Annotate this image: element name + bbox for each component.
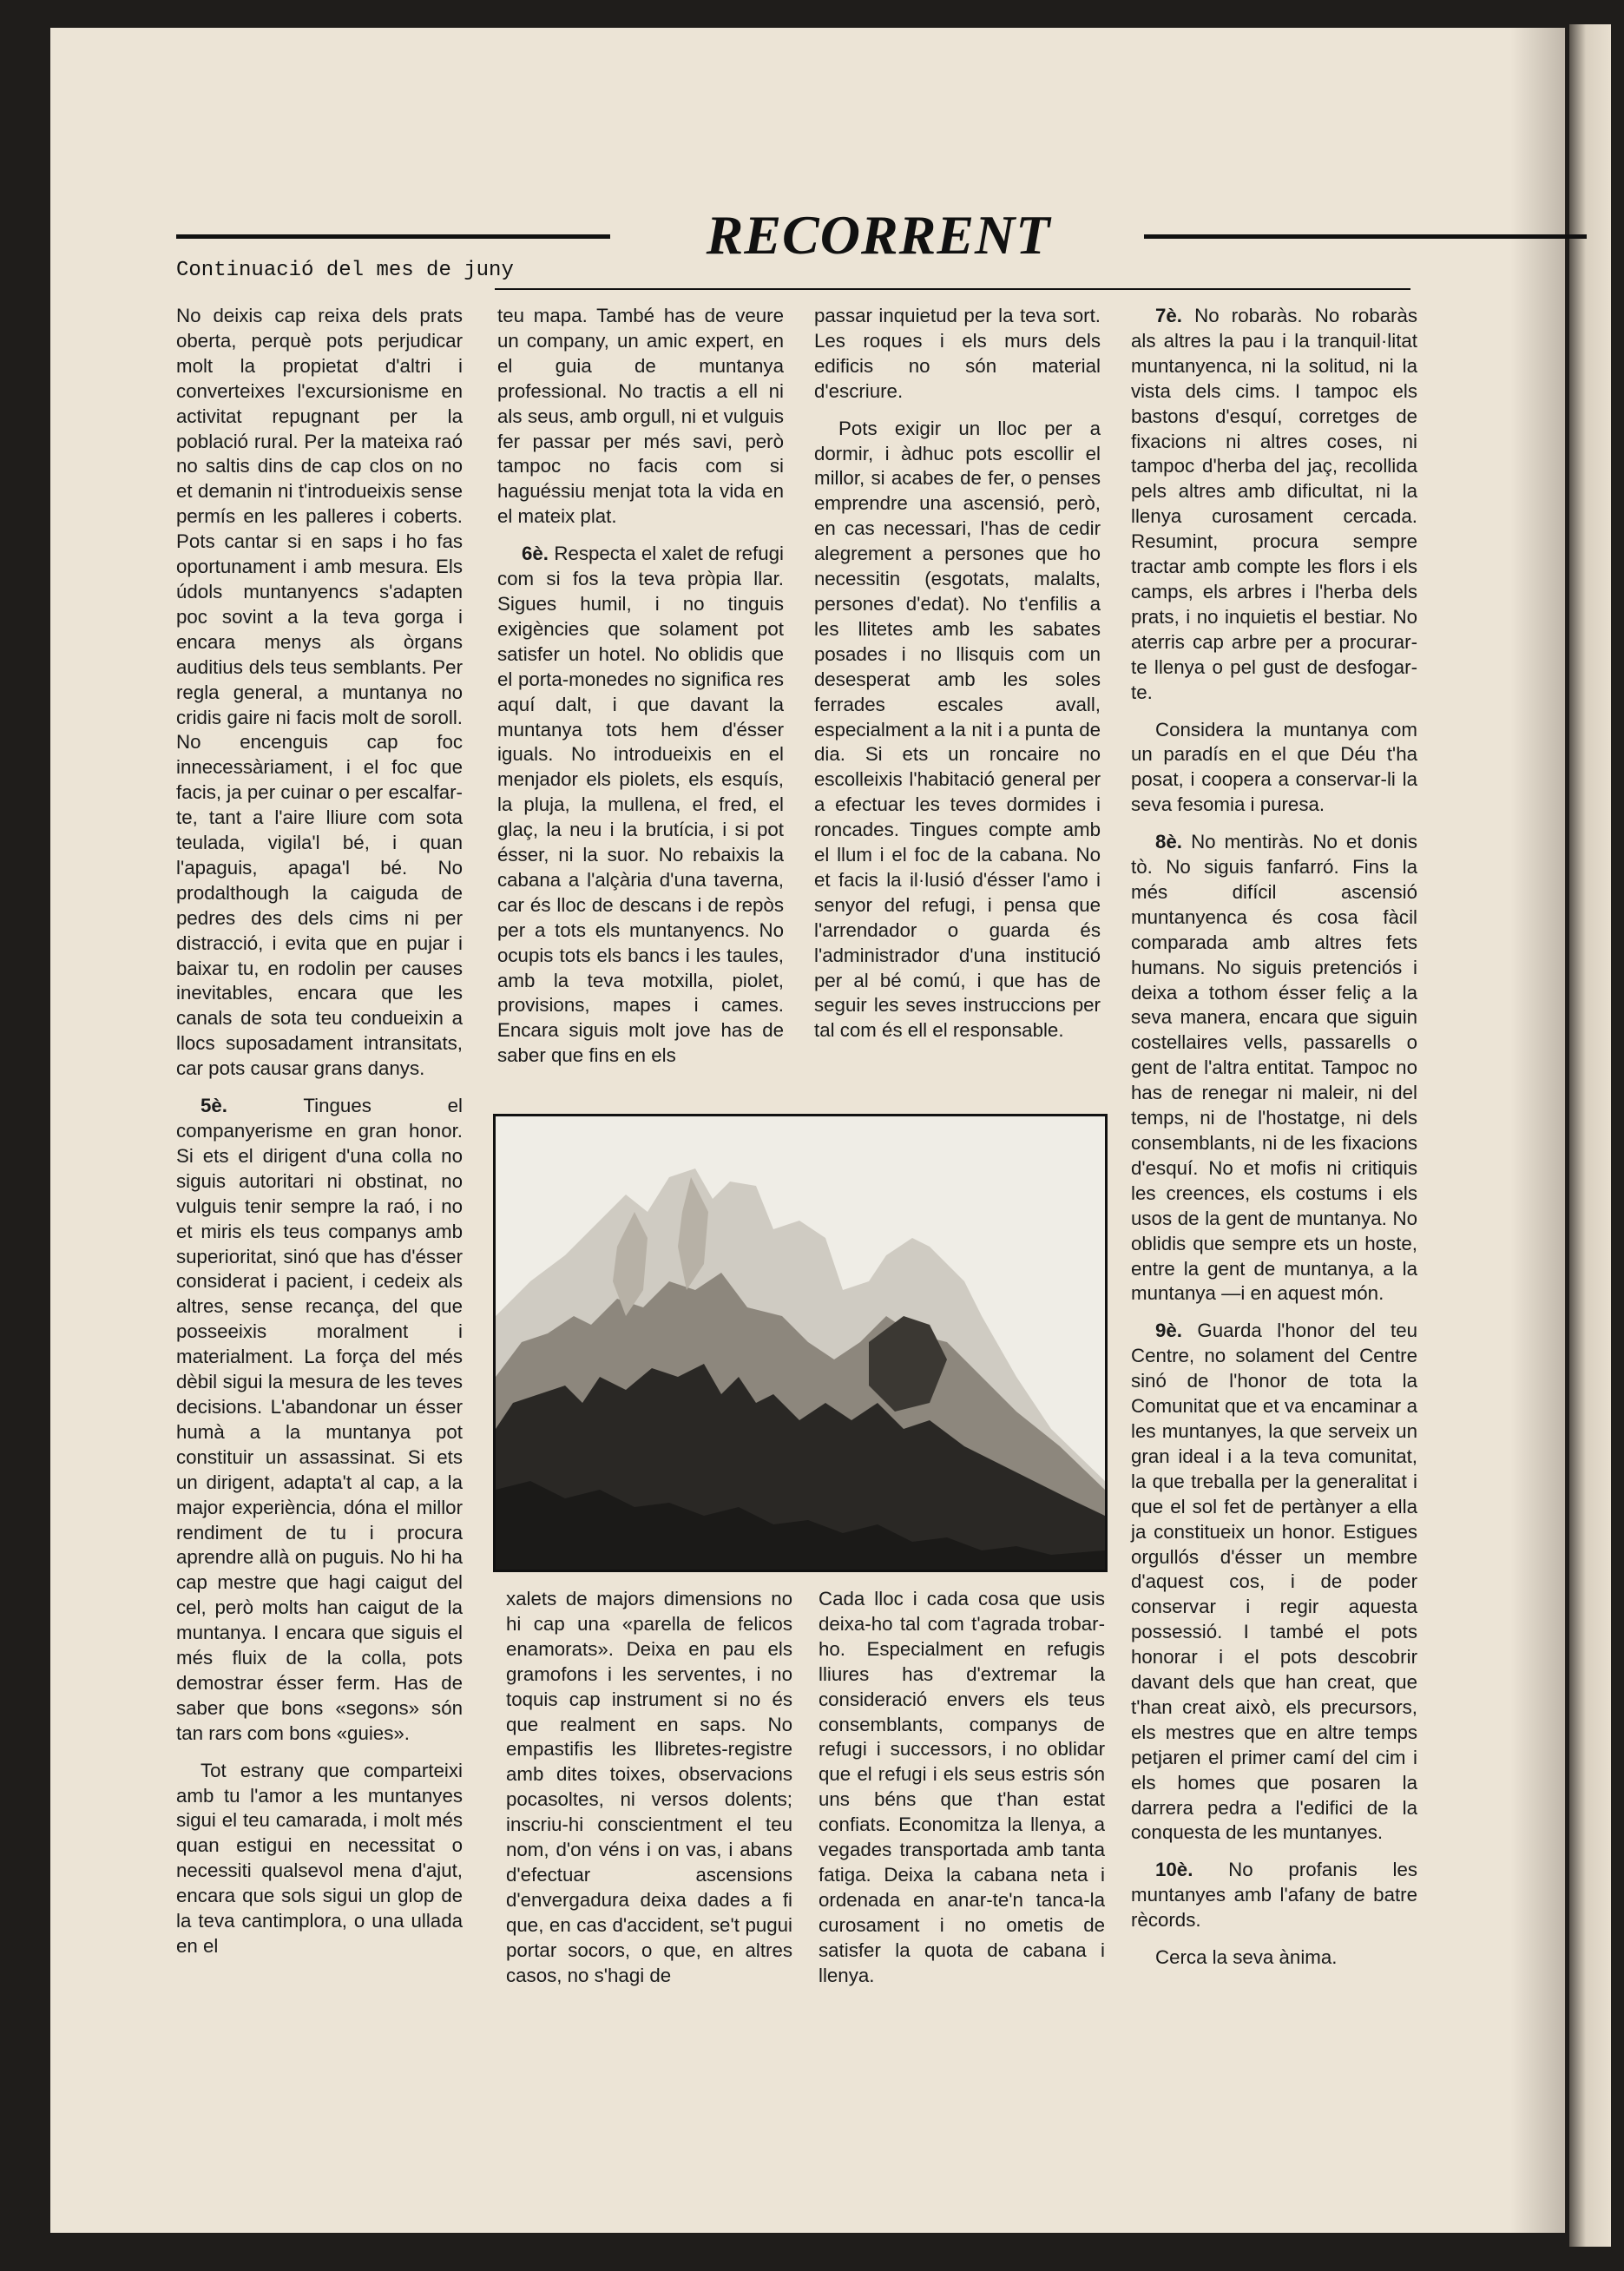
commandment-5 [176,1094,463,1747]
heading-rule-right [1144,234,1587,239]
column-2-top [497,304,784,1069]
commandment-8 [1131,830,1417,1307]
section-heading [176,205,1409,266]
commandment-text: Respecta el xalet de refugi com si fos la teva pròpia llar. Sigues humil, i no tinguis exigències que solament pot satisfer un hotel. No oblidis que el porta-monedes no significa res aquí dalt, i que davant la muntanya tots hem d'ésser iguals. No introdueixis en el menjador els piolets, els esquís, la pluja, la mullena, el fred, el glaç, la neu i la brutícia, i si pot ésser, ni la suor. No rebaixis la cabana a l'alçària d'una taverna, car és lloc de descans i de repòs per a tots els muntanyencs. No ocupis tots els bancs i les taules, amb la teva motxilla, piolet, provisions, mapes i cames. Encara siguis molt jove has de saber que fins en els [497,543,784,1067]
heading-rule-left [176,234,610,239]
paragraph: teu mapa. També has de veure un company, un amic expert, en el guia de muntanya professional. No tractis a ell ni als seus, amb orgull, ni et vulguis fer passar per més savi, però tampoc no facis com si haguéssiu menjat tota la vida en el mateix plat. [497,305,784,528]
commandment-text: No mentiràs. No et donis tò. No siguis fanfarró. Fins la més difícil ascensió muntanyenca és cosa fàcil comparada amb altres fets humans. No siguis pretenciós i deixa a tothom ésser feliç a la seva manera, encara que siguin costellaires vells, passarells o gent de l'altra entitat. Tampoc no has de renegar ni maleir, ni del temps, ni de l'hostatge, ni dels consemblants, ni de les fixacions d'esquí. No et mofis ni critiquis les creences, els costums i els usos de la gent de muntanya. No oblidis que sempre ets un hoste, entre la gent de muntanya, a la muntanya —i en aquest món. [1131,831,1417,1305]
commandment-text: Tingues el companyerisme en gran honor. Si ets el dirigent d'una colla no siguis autoritari ni obstinat, no vulguis tenir sempre la raó, i no et miris els teus companys amb superioritat, sinó que has d'ésser considerat i pacient, i cedeix als altres, sense recança, del que posseeixis moralment i materialment. La força del més dèbil sigui la mesura de les teves decisions. L'abandonar un ésser humà a la muntanya pot constituir un assassinat. Si ets un dirigent, adapta't al cap, a la major experiència, dóna el millor rendiment de tu i procura aprendre allà on puguis. No hi ha cap mestre que hagi caigut del cel, però molts han caigut de la muntanya. I encara que siguis el més fluix de la colla, pots demostrar ésser ferm. Has de saber que bons «segons» són tan rars com bons «guies». [176,1095,463,1744]
continuation-note: Continuació del mes de juny [176,259,514,282]
paragraph: Pots exigir un lloc per a dormir, i àdhuc pots escollir el millor, si acabes de fer, o penses emprendre una ascensió, però, en cas necessari, l'has de cedir alegrement a persones que ho necessitin (esgotats, malalts, persones d'edat). No t'enfilis a les llitetes amb les sabates posades i no llisquis com un desesperat amb les soles ferrades escales avall, especialment a la nit i a punta de dia. Si ets un roncaire no escolleixis l'habitació general per a efectuar les teves dormides i roncades. Tingues compte amb el llum i el foc de la cabana. No et facis la il·lusió d'ésser l'amo i senyor del refugi, i pensa que l'arrendador o guarda és l'administrador d'una institució per al bé comú, i que has de seguir les seves instruccions per tal com és ell el responsable. [814,417,1101,1042]
commandment-9 [1131,1319,1417,1846]
commandment-text: No robaràs. No robaràs als altres la pau i la tranquil·litat muntanyenca, ni la solitud, ni la vista dels cims. I tampoc els bastons d'esquí, corretges de fixacions ni altres coses, ni tampoc d'herba del jaç, recollida pels altres amb dificultat, ni la llenya curosament cercada. Resumint, procura sempre tractar amb compte les flors i els camps, els arbres i l'herba dels prats, i no inquietis el bestiar. No aterris cap arbre per a procurar-te llenya o pel gust de desfogar-te. [1131,305,1417,703]
commandment-number: 6è. [522,543,549,565]
paragraph: passar inquietud per la teva sort. Les roques i els murs dels edificis no són material d'escriure. [814,305,1101,402]
column-3-top [814,304,1101,1043]
commandment-number: 7è. [1155,305,1182,326]
closing-line: Cerca la seva ànima. [1155,1946,1338,1969]
page-title: RECORRENT [706,204,1051,266]
paragraph: xalets de majors dimensions no hi cap una «parella de felicos enamorats». Deixa en pau els gramofons i les serventes, i no toquis cap instrument si no és que realment en saps. No empastifis les llibretes-registre amb dites toixes, observacions pocasoltes, ni versos dolents; inscriu-hi conscientment el teu nom, d'on véns i on vas, i abans d'efectuar ascensions d'envergadura deixa dades a fi que, en cas d'accident, se't pugui portar socors, o que, en altres casos, no s'hagi de [506,1588,792,1986]
subheading-rule [495,288,1410,290]
next-page-edge [1569,24,1611,2247]
commandment-number: 9è. [1155,1320,1182,1342]
commandment-7 [1131,304,1417,706]
commandment-6 [497,542,784,1069]
commandment-number: 5è. [201,1095,227,1117]
commandment-text: Guarda l'honor del teu Centre, no solament del Centre sinó de l'honor de tota la Comunitat que et va encaminar a les muntanyes, la que serveix un gran ideal i a la teva comunitat, la que treballa per la generalitat i que el sol fet de pertànyer a ella ja constitueix un honor. Estigues orgullós d'ésser un membre d'aquest cos, i de poder conservar i regir aquesta possessió. I també el pots honorar i el pots descobrir davant dels que han creat, que t'han creat això, els precursors, els mestres que en altre temps petjaren el primer camí del cim i els homes que posaren la darrera pedra a l'edifici de la conquesta de les muntanyes. [1131,1320,1417,1844]
mountain-peaks-image [496,1116,1105,1570]
column-4 [1131,304,1417,1971]
spine-shadow [1510,28,1566,2233]
column-1 [176,304,463,1959]
mountain-photo [493,1114,1108,1572]
commandment-number: 10è. [1155,1859,1193,1881]
paragraph: No deixis cap reixa dels prats oberta, perquè pots perjudicar molt la propietat d'altri i converteixes l'excursionisme en activitat repugnant per la població rural. Per la mateixa raó no saltis dins de cap clos on no et demanin ni t'introdueixis sense permís en les palleres i coberts. Pots cantar si en saps i ho fas oportunament i amb mesura. Els údols muntanyencs s'adapten poc sovint a la teva gorga i encara menys als òrgans auditius dels teus semblants. Per regla general, a muntanya no cridis gaire ni facis molt de soroll. No encenguis cap foc innecessàriament, i el foc que facis, ja per cuinar o per escalfar-te, tant a l'aire lliure com sota teulada, vigila'l bé, i quan l'apaguis, apaga'l bé. No prodalthough la caiguda de pedres des dels cims ni per distracció, i evita que en pujar i baixar tu, en rodolin per causes inevitables, encara que les canals de sota teu condueixin a llocs suposadament intransitats, car pots causar grans danys. [176,305,463,1080]
commandment-10 [1131,1858,1417,1933]
paragraph: Considera la muntanya com un paradís en el que Déu t'ha posat, i coopera a conservar-li la seva fesomia i puresa. [1131,718,1417,816]
column-3-bottom [819,1587,1105,1989]
commandment-number: 8è. [1155,831,1182,853]
commandment-text: No profanis les muntanyes amb l'afany de batre rècords. [1131,1859,1417,1932]
paragraph: Tot estrany que comparteixi amb tu l'amor a les muntanyes sigui el teu camarada, i molt més quan estigui en necessitat o necessiti qualsevol mena d'ajut, encara que sols sigui un glop de la teva cantimplora, o una ullada en el [176,1759,463,1957]
column-2-bottom [506,1587,792,1989]
paragraph: Cada lloc i cada cosa que usis deixa-ho tal com t'agrada trobar-ho. Especialment en refugis lliures has d'extremar la consideració envers els teus consemblants, companys de refugi i successors, i no oblidar que el refugi i els seus estris són uns béns que t'han estat confiats. Economitza la llenya, a vegades transportada amb tanta fatiga. Deixa la cabana neta i ordenada en anar-te'n tanca-la curosament i no ometis de satisfer la quota de cabana i llenya. [819,1588,1105,1986]
